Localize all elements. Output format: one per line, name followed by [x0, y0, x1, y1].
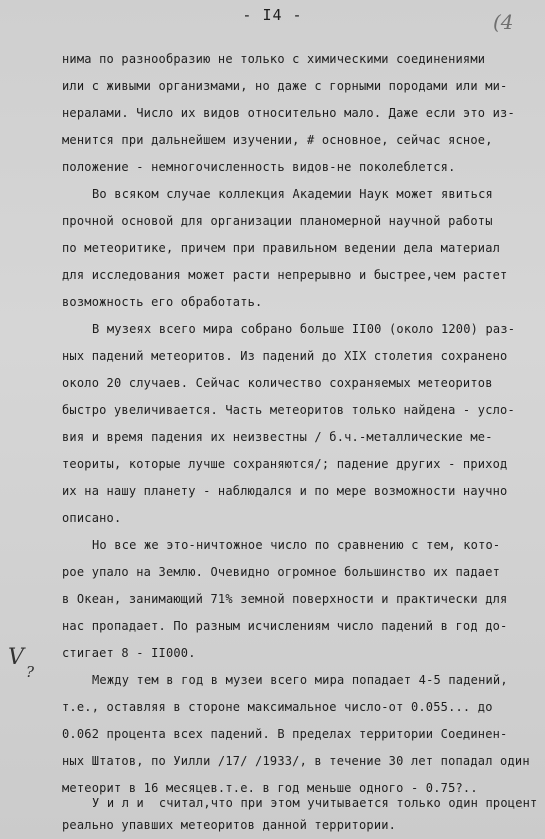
text-line: т.е., оставляя в стороне максимальное число-от 0.055... до [62, 700, 493, 714]
text-line: У и л и считал,что при этом учитывается только один процент [92, 796, 538, 810]
text-line: Между тем в год в музеи всего мира попадает 4-5 падений, [92, 673, 508, 687]
text-line: возможность его обработать. [62, 295, 263, 309]
text-line: описано. [62, 511, 122, 525]
text-line: менится при дальнейшем изучении, # основное, сейчас ясное, [62, 133, 493, 147]
text-line: в Океан, занимающий 71% земной поверхности и практически для [62, 592, 508, 606]
text-line: рое упало на Землю. Очевидно огромное большинство их падает [62, 565, 501, 579]
text-line: для исследования может расти непрерывно и быстрее,чем растет [62, 268, 508, 282]
margin-question-mark: ? [26, 663, 35, 681]
text-line: теориты, которые лучше сохраняются/; падение других - приход [62, 457, 508, 471]
text-line: нас пропадает. По разным исчислениям число падений в год до- [62, 619, 508, 633]
text-line: нералами. Число их видов относительно мало. Даже если это из- [62, 106, 515, 120]
text-line: стигает 8 - II000. [62, 646, 196, 660]
text-line: вия и время падения их неизвестны / б.ч.-металлические ме- [62, 430, 493, 444]
text-line: ных Штатов, по Уилли /17/ /1933/, в течение 30 лет попадал один [62, 754, 530, 768]
text-line: 0.062 процента всех падений. В пределах территории Соединен- [62, 727, 508, 741]
page-number: - I4 - [242, 6, 303, 24]
margin-check-mark: V [8, 645, 24, 670]
corner-handwritten-mark: (4 [493, 10, 514, 34]
text-line: быстро увеличивается. Часть метеоритов только найдена - усло- [62, 403, 515, 417]
text-line: около 20 случаев. Сейчас количество сохраняемых метеоритов [62, 376, 493, 390]
text-line: В музеях всего мира собрано больше II00 (около 1200) раз- [92, 322, 516, 336]
text-line: ных падений метеоритов. Из падений до XIX столетия сохранено [62, 349, 508, 363]
text-line: метеорит в 16 месяцев.т.е. в год меньше одного - 0.75?.. [62, 781, 478, 795]
text-line: Во всяком случае коллекция Академии Наук может явиться [92, 187, 493, 201]
text-line: их на нашу планету - наблюдался и по мере возможности научно [62, 484, 508, 498]
text-line: нима по разнообразию не только с химическими соединениями [62, 52, 486, 66]
text-line: прочной основой для организации планомерной научной работы [62, 214, 493, 228]
text-line: или с живыми организмами, но даже с горными породами или ми- [62, 79, 508, 93]
text-line: реально упавших метеоритов данной территории. [62, 818, 397, 832]
text-line: Но все же это-ничтожное число по сравнению с тем, кото- [92, 538, 501, 552]
text-line: положение - немногочисленность видов-не поколеблется. [62, 160, 456, 174]
text-line: по метеоритике, причем при правильном ведении дела материал [62, 241, 501, 255]
